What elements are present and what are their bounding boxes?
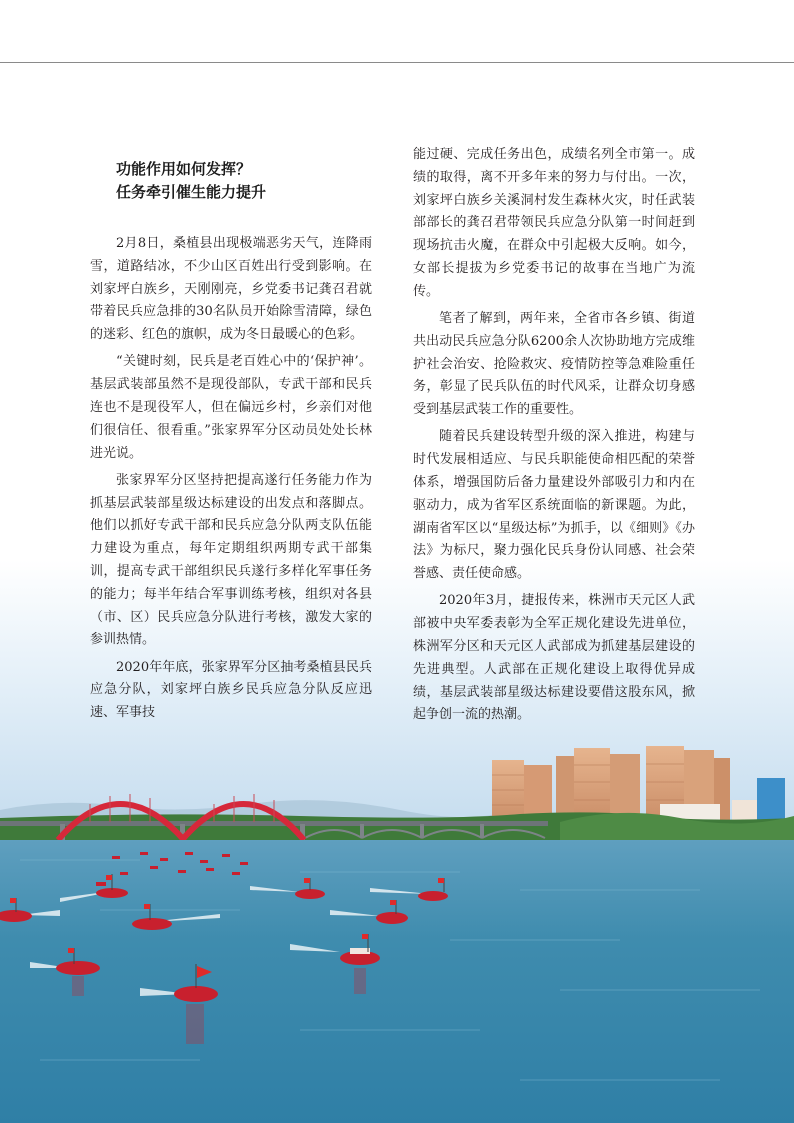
paragraph: 张家界军分区坚持把提高遂行任务能力作为抓基层武装部星级达标建设的出发点和落脚点。他们以抓好专武干部和民兵应急分队两支队伍能力建设为重点，每年定期组织两期专武干部集训，提高专武干部组织民兵遂行多样化军事任务的能力；每半年结合军事训练考核，组织对各县（市、区）民兵应急分队进行考核，激发大家的参训热情。 [90, 472, 372, 648]
header-rule [0, 62, 794, 63]
paragraph: 2020年3月，捷报传来，株洲市天元区人武部被中央军委表彰为全军正规化建设先进单位，株洲军分区和天元区人武部成为抓建基层建设的先进典型。人武部在正规化建设上取得优异成绩，基层武装部星级达标建设要借这股东风，掀起争创一流的热潮。 [413, 593, 695, 723]
paragraph: 笔者了解到，两年来，全省市各乡镇、街道共出动民兵应急分队6200余人次协助地方完成维护社会治安、抢险救灾、疫情防控等急难险重任务，彰显了民兵队伍的时代风采，让群众切身感受到基层武装工作的重要性。 [413, 310, 695, 418]
river-water [0, 840, 794, 1123]
paragraph: 2020年年底，张家界军分区抽考桑植县民兵应急分队，刘家坪白族乡民兵应急分队反应迅速、军事技 [90, 659, 372, 721]
left-column [90, 140, 372, 729]
paragraph: 随着民兵建设转型升级的深入推进，构建与时代发展相适应、与民兵职能使命相匹配的荣誉体系，增强国防后备力量建设外部吸引力和内在驱动力，成为省军区系统面临的新课题。为此，湖南省军区以“星级达标”为抓手，以《细则》《办法》为标尺，聚力强化民兵身份认同感、社会荣誉感、责任使命感。 [413, 429, 695, 582]
paragraph-continued: 能过硬、完成任务出色，成绩名列全市第一。成绩的取得，离不开多年来的努力与付出。一次，刘家坪白族乡关溪洞村发生森林火灾，时任武装部部长的龚召君带领民兵应急分队第一时间赶到现场抗击火魔，在群众中引起极大反响。如今，女部长提拔为乡党委书记的故事在当地广为流传。 [413, 147, 695, 299]
heading-line-1: 功能作用如何发挥？ [116, 160, 252, 178]
section-heading [116, 158, 372, 204]
paragraph: 2月8日，桑植县出现极端恶劣天气，连降雨雪，道路结冰，不少山区百姓出行受到影响。在刘家坪白族乡，天刚刚亮，乡党委书记龚召君就带着民兵应急排的30名队员开始除雪清障，绿色的迷彩、红色的旗帜，成为冬日最暖心的色彩。 [90, 236, 372, 343]
heading-line-2: 任务牵引催生能力提升 [116, 183, 267, 201]
paragraph: “关键时刻，民兵是老百姓心中的‘保护神’。基层武装部虽然不是现役部队，专武干部和民兵连也不是现役军人，但在偏远乡村，乡亲们对他们很信任、很看重。”张家界军分区动员处处长林进光说。 [90, 354, 372, 461]
right-column [413, 144, 695, 731]
